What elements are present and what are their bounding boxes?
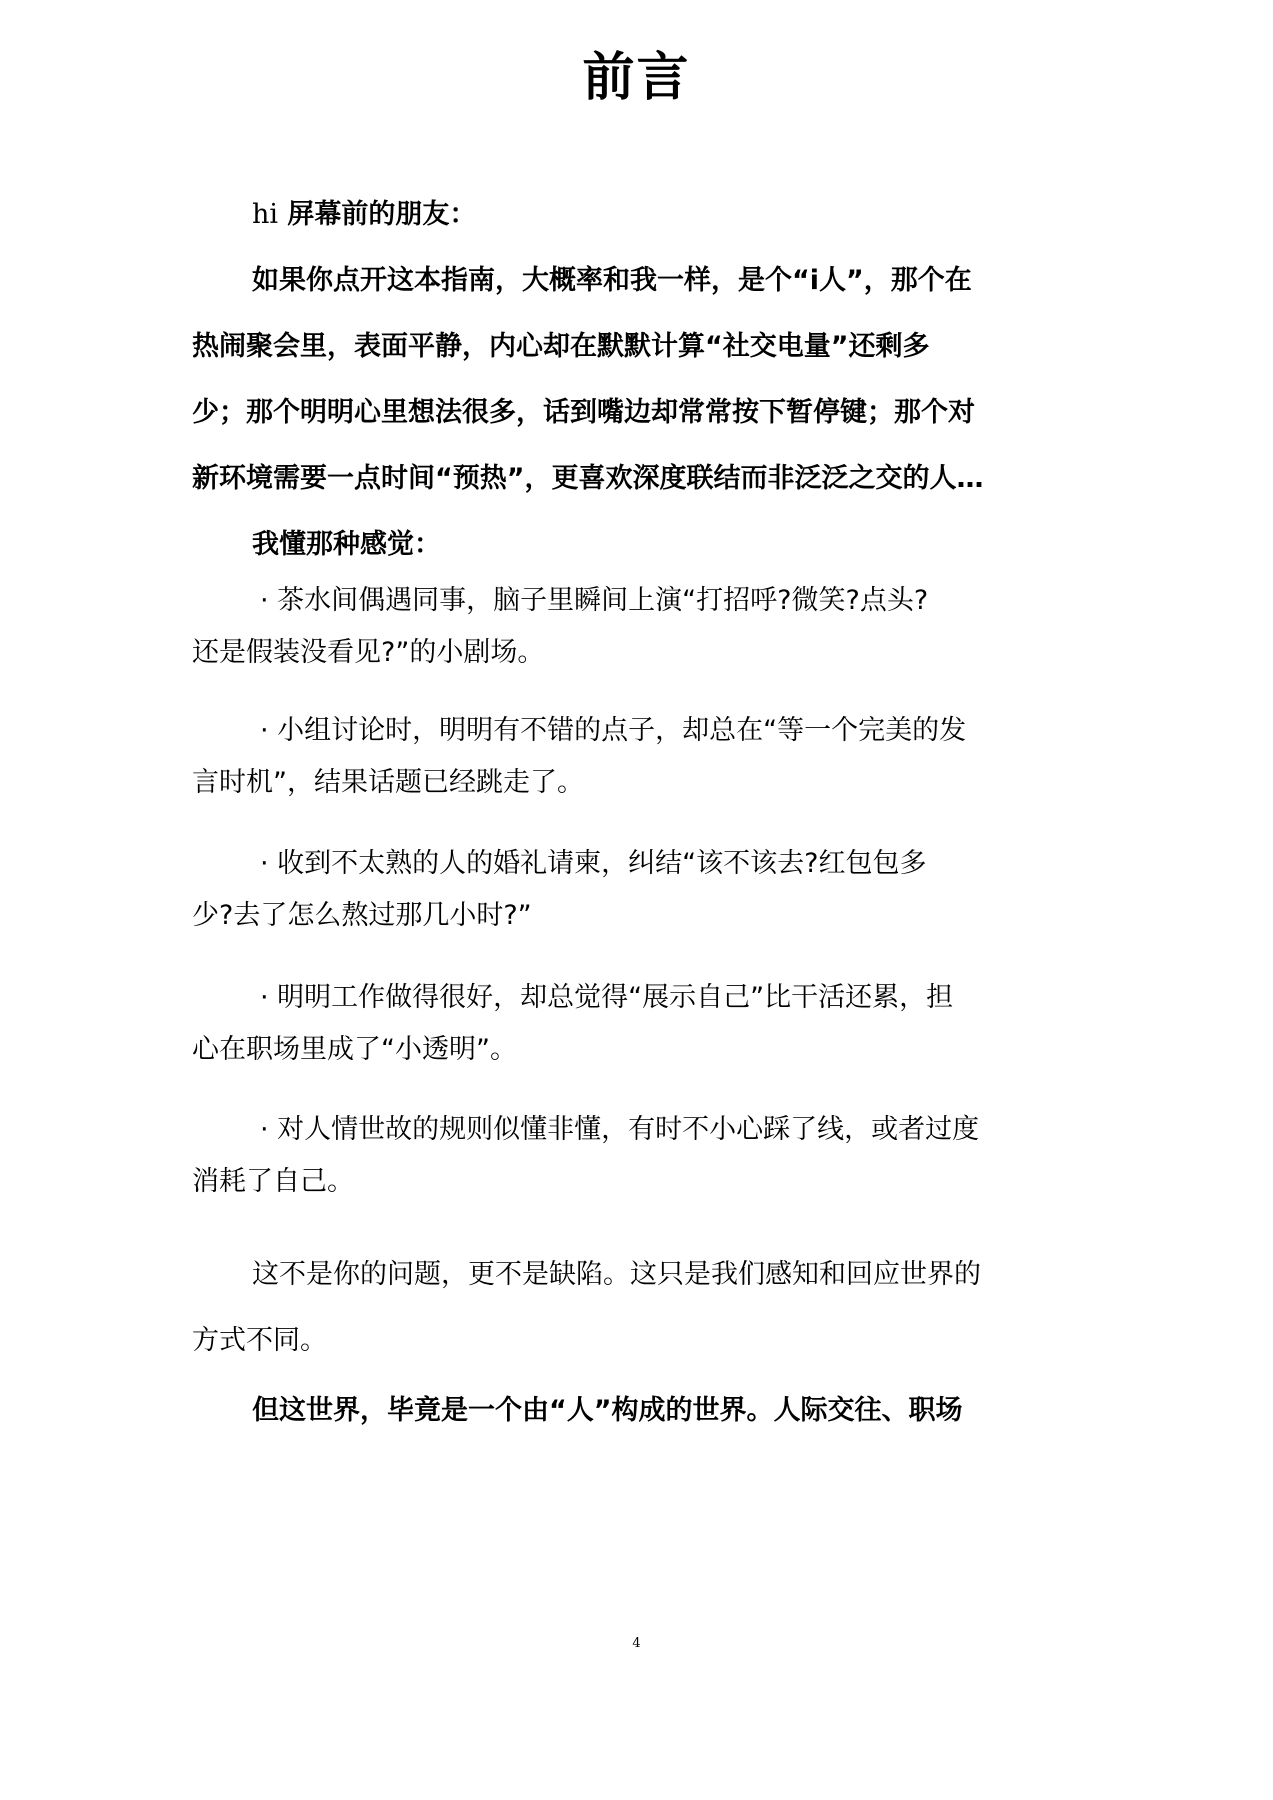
bullet-item (192, 838, 1092, 942)
bullet-line: · 小组讨论时，明明有不错的点子，却总在“等一个完美的发 (260, 715, 967, 746)
bullet-line: 少?去了怎么熬过那几小时?” (192, 900, 532, 931)
bullet-line: · 明明工作做得很好，却总觉得“展示自己”比干活还累，担 (260, 982, 954, 1013)
intro-paragraph (192, 248, 1092, 512)
feeling-heading: 我懂那种感觉： (252, 529, 441, 560)
page-number: 4 (632, 1636, 641, 1651)
greeting-line (192, 182, 1092, 248)
bullet-line: 心在职场里成了“小透明”。 (192, 1034, 517, 1065)
bullet-item (192, 972, 1092, 1076)
closing-line: 方式不同。 (192, 1325, 327, 1356)
greeting (192, 182, 1092, 248)
bullet-item (192, 575, 1092, 679)
intro-line: 少；那个明明心里想法很多，话到嘴边却常常按下暂停键；那个对 (192, 397, 975, 428)
page-title: 前言 (582, 48, 691, 108)
greeting-text: 屏幕前的朋友： (278, 199, 477, 230)
bullet-item (192, 1104, 1092, 1208)
intro-line: 如果你点开这本指南，大概率和我一样，是个“i人”，那个在 (252, 265, 972, 296)
bullet-item (192, 705, 1092, 809)
intro-line: 热闹聚会里，表面平静，内心却在默默计算“社交电量”还剩多 (192, 331, 930, 362)
bullet-line: 言时机”，结果话题已经跳走了。 (192, 767, 584, 798)
final-paragraph (192, 1378, 1092, 1444)
greeting-hi: hi (252, 199, 279, 230)
closing-paragraph (192, 1242, 1092, 1374)
closing-line: 这不是你的问题，更不是缺陷。这只是我们感知和回应世界的 (252, 1259, 981, 1290)
bullet-line: 消耗了自己。 (192, 1166, 354, 1197)
final-line: 但这世界，毕竟是一个由“人”构成的世界。人际交往、职场 (252, 1395, 963, 1426)
bullet-line: · 茶水间偶遇同事，脑子里瞬间上演“打招呼?微笑?点头? (260, 585, 929, 616)
intro-line: 新环境需要一点时间“预热”，更喜欢深度联结而非泛泛之交的人… (192, 463, 984, 494)
bullet-line: 还是假装没看见?”的小剧场。 (192, 637, 545, 668)
feeling-heading-block (192, 512, 1092, 578)
bullet-line: · 收到不太熟的人的婚礼请柬，纠结“该不该去?红包包多 (260, 848, 927, 879)
bullet-line: · 对人情世故的规则似懂非懂，有时不小心踩了线，或者过度 (260, 1114, 980, 1145)
